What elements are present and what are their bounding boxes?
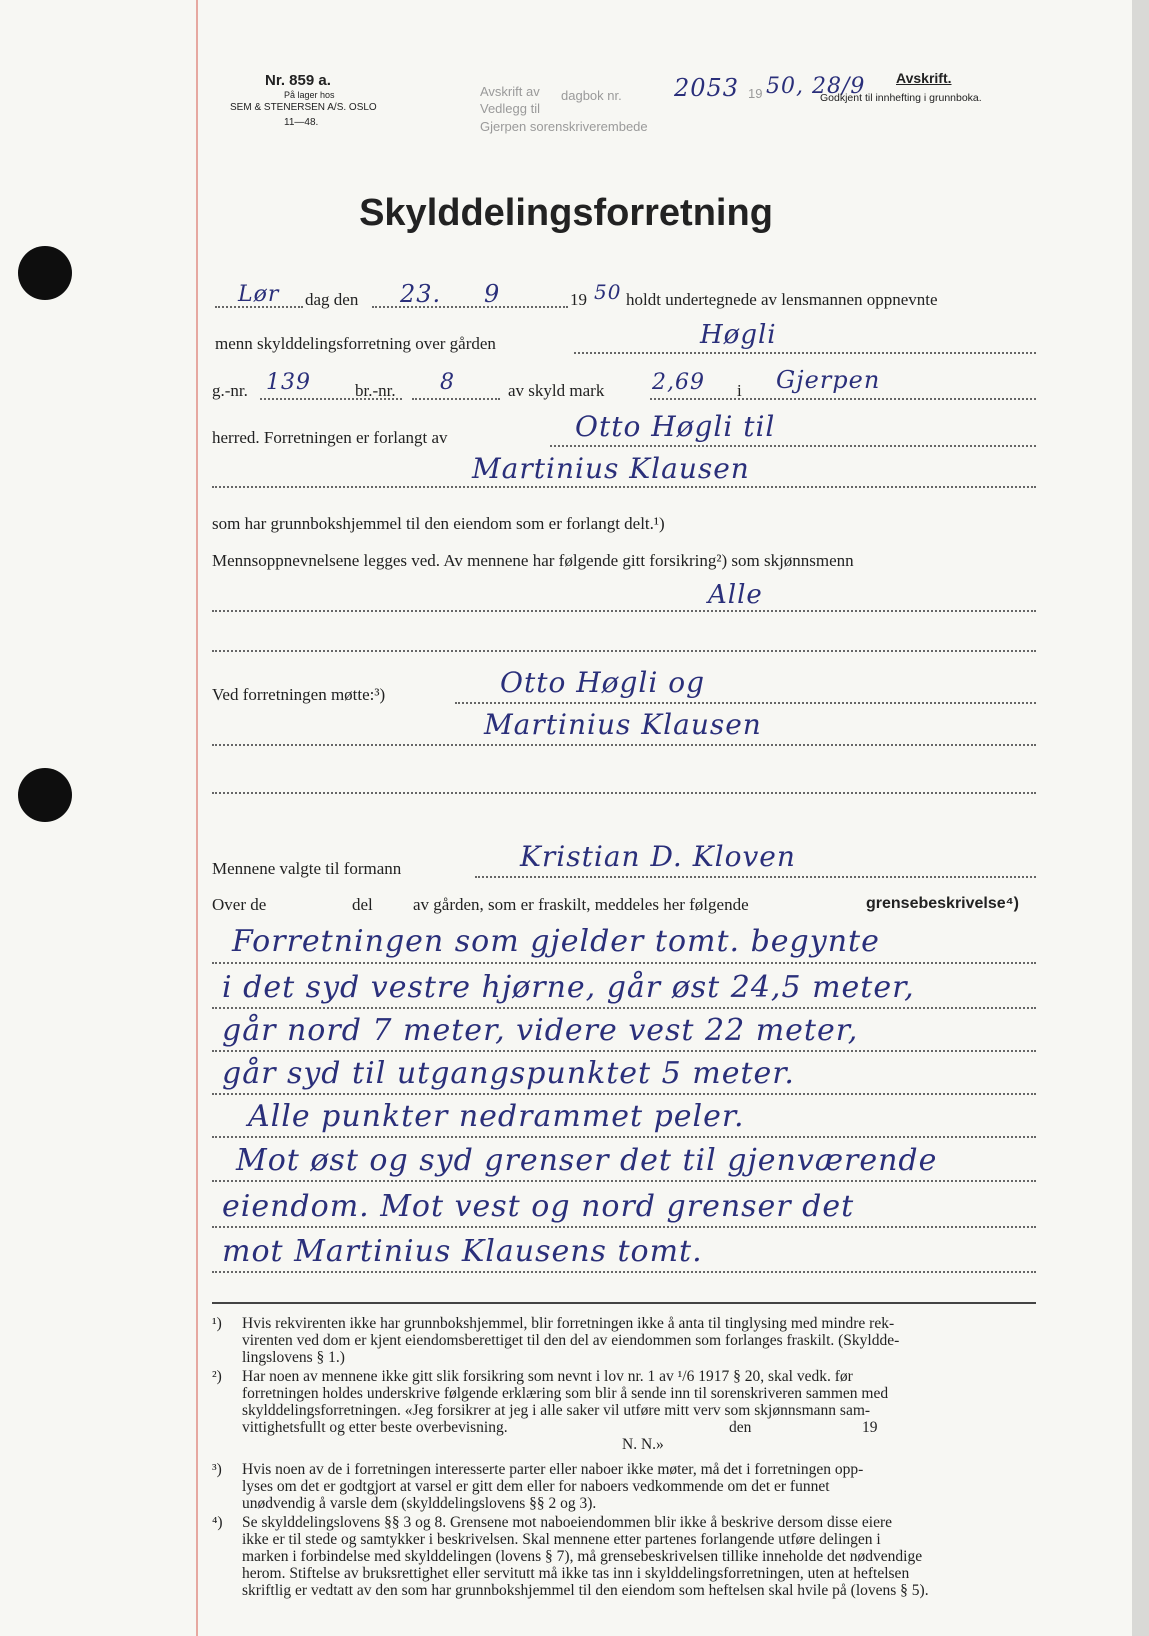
year-entry: 50 (594, 280, 622, 304)
attendees-entry-2: Martinius Klausen (484, 708, 762, 741)
gnr-entry: 139 (266, 370, 311, 395)
footnote-line: N. N.» (622, 1436, 664, 1453)
boundary-line: mot Martinius Klausens tomt. (222, 1234, 703, 1269)
dotted-line (212, 486, 1036, 488)
punch-hole-top (18, 246, 72, 300)
footnote-line: Har noen av mennene ikke gitt slik forsikring som nevnt i lov nr. 1 av ¹/6 1917 § 20, skal vedk. før (242, 1368, 853, 1385)
footnote-year: 19 (862, 1419, 878, 1436)
dotted-line (212, 1271, 1036, 1273)
footnote-line: ikke er til stede og samtykker i beskrivelsen. Skal mennene etter partenes forlangende utføre delingen i (242, 1531, 881, 1548)
chairman-entry: Kristian D. Kloven (520, 840, 796, 873)
footnote-line: Hvis rekvirenten ikke har grunnbokshjemmel, blir forretningen ikke å anta til tinglysing med mindre rek- (242, 1315, 895, 1332)
boundary-description-label: grensebeskrivelse⁴) (866, 895, 1019, 912)
footnote-line: vittighetsfullt og etter beste overbevisning. (242, 1419, 508, 1436)
dotted-line (574, 352, 1036, 354)
footnote-4 (212, 1514, 1036, 1602)
footnote-line: Se skylddelingslovens §§ 3 og 8. Grensene mot naboeiendommen blir ikke å beskrive dersom disse eiere (242, 1514, 892, 1531)
footnote-line: skriftlig er vedtatt av den som har grunnbokshjemmel til den eiendom som heftelsen skal hvile på (lovens § 5). (242, 1582, 929, 1599)
form-number: Nr. 859 a. (265, 72, 331, 89)
requester-entry-2: Martinius Klausen (472, 452, 750, 485)
margin-rule (196, 0, 198, 1636)
form-text: Ved forretningen møtte:³) (212, 685, 386, 704)
form-text: Mennene valgte til formann (212, 859, 402, 878)
dotted-line (212, 744, 1036, 746)
form-text: av gården, som er fraskilt, meddeles her følgende (413, 895, 749, 914)
attendees-entry-1: Otto Høgli og (500, 666, 706, 699)
boundary-line: Mot øst og syd grenser det til gjenværende (236, 1143, 938, 1178)
dotted-line (212, 650, 1036, 652)
form-text: menn skylddelingsforretning over gården (215, 334, 496, 353)
stamp-year-entry: 50, 28/9 (766, 74, 866, 99)
dotted-line (212, 1226, 1036, 1228)
form-text: herred. Forretningen er forlangt av (212, 428, 448, 447)
footnote-line: unødvendig å varsle dem (skylddelingslovens §§ 2 og 3). (242, 1495, 597, 1512)
dotted-line (212, 1007, 1036, 1009)
footnote-line: lyses om det er godtgjort at varsel er gitt dem eller for naboers vedkommende om det er funnet (242, 1478, 830, 1495)
boundary-line: Forretningen som gjelder tomt. begynte (232, 924, 880, 959)
form-text: Mennsoppnevnelsene legges ved. Av mennene har følgende gitt forsikring²) som skjønnsmenn (212, 551, 854, 570)
printer-name: SEM & STENERSEN A/S. OSLO (230, 102, 377, 113)
herred-entry: Gjerpen (776, 366, 881, 394)
printer-sold-line: På lager hos (284, 90, 335, 100)
boundary-line: Alle punkter nedrammet peler. (248, 1099, 745, 1134)
bnr-entry: 8 (440, 370, 455, 395)
gnr-label: g.-nr. (212, 381, 248, 400)
footnote-1 (212, 1315, 1036, 1367)
footnote-line: marken i forbindelse med skylddelingen (lovens § 7), må grensebeskrivelsen tillike inneholde det nødvendige (242, 1548, 923, 1565)
dotted-line (650, 398, 1036, 400)
boundary-line: går syd til utgangspunktet 5 meter. (222, 1056, 795, 1091)
skyld-label: av skyld mark (508, 381, 605, 400)
form-text: del (352, 895, 373, 914)
dotted-line (212, 962, 1036, 964)
footnote-line: forretningen holdes underskrive følgende erklæring som blir å sende inn til sorenskriveren sammen med (242, 1385, 889, 1402)
date-entry: 23. (400, 280, 442, 308)
footnote-line-wrapper (242, 1419, 888, 1436)
boundary-line: eiendom. Mot vest og nord grenser det (222, 1189, 855, 1224)
dotted-line (550, 445, 1036, 447)
form-text: Over de (212, 895, 267, 914)
dotted-line (412, 398, 500, 400)
footnote-line: herom. Stiftelse av bruksrettighet eller servitutt må ikke tas inn i skylddelingsforretningen, uten at heftelsen (242, 1565, 910, 1582)
dotted-line (212, 1093, 1036, 1095)
month-entry: 9 (484, 280, 501, 308)
approved-note: Godkjent til innhefting i grunnboka. (820, 92, 982, 104)
dotted-line (212, 792, 1036, 794)
year-prefix: 19 (570, 290, 587, 309)
stamp-year-prefix: 19 (748, 86, 763, 101)
dotted-line (212, 1136, 1036, 1138)
dotted-line (475, 876, 1036, 878)
footnote-line: lingslovens § 1.) (242, 1349, 345, 1366)
form-text: som har grunnbokshjemmel til den eiendom som er forlangt delt.¹) (212, 514, 665, 533)
requester-entry-1: Otto Høgli til (575, 410, 776, 443)
footnote-rule (212, 1302, 1036, 1304)
footnote-line: Hvis noen av de i forretningen interesserte parter eller naboer ikke møter, må det i forretningen opp- (242, 1461, 864, 1478)
avskrift-label: Avskrift. (896, 70, 952, 86)
stamp-line-1: Avskrift av (480, 84, 540, 99)
footnote-line: virenten ved dom er kjent eiendomsberettiget til den del av eiendommen som forlanges fraskilt. (Skyldde- (242, 1332, 900, 1349)
farm-name-entry: Høgli (700, 320, 777, 350)
form-text: dag den (305, 290, 359, 309)
page-title: Skylddelingsforretning (359, 192, 773, 234)
dotted-line (212, 610, 1036, 612)
footnote-number: ²) (212, 1368, 222, 1385)
day-entry: Lør (238, 282, 280, 307)
boundary-line: går nord 7 meter, videre vest 22 meter, (222, 1013, 859, 1048)
footnote-number: ¹) (212, 1315, 222, 1332)
punch-hole-bottom (18, 768, 72, 822)
footnote-number: ⁴) (212, 1514, 223, 1531)
footnote-2 (212, 1368, 1036, 1456)
footnote-den: den (729, 1419, 752, 1436)
i-label: i (737, 381, 742, 400)
skyld-entry: 2,69 (652, 370, 705, 395)
boundary-line: i det syd vestre hjørne, går øst 24,5 meter, (222, 970, 915, 1005)
footnote-line: skylddelingsforretningen. «Jeg forsikrer at jeg i alle saker vil utføre mitt verv som skjønnsmann sam- (242, 1402, 871, 1419)
form-text: holdt undertegnede av lensmannen oppnevnte (626, 290, 938, 309)
dotted-line (212, 1050, 1036, 1052)
stamp-line-3: Gjerpen sorenskriverembede (480, 119, 648, 134)
dotted-line (212, 1180, 1036, 1182)
stamp-dagbok-label: dagbok nr. (561, 88, 622, 103)
footnote-number: ³) (212, 1461, 222, 1478)
bnr-label: br.-nr. (355, 381, 396, 400)
dotted-line (455, 702, 1036, 704)
insurers-entry: Alle (708, 580, 763, 610)
printer-date: 11—48. (284, 117, 319, 128)
stamp-line-2: Vedlegg til (480, 101, 540, 116)
footnote-3 (212, 1461, 1036, 1513)
stamp-dagbok-number: 2053 (674, 74, 740, 102)
